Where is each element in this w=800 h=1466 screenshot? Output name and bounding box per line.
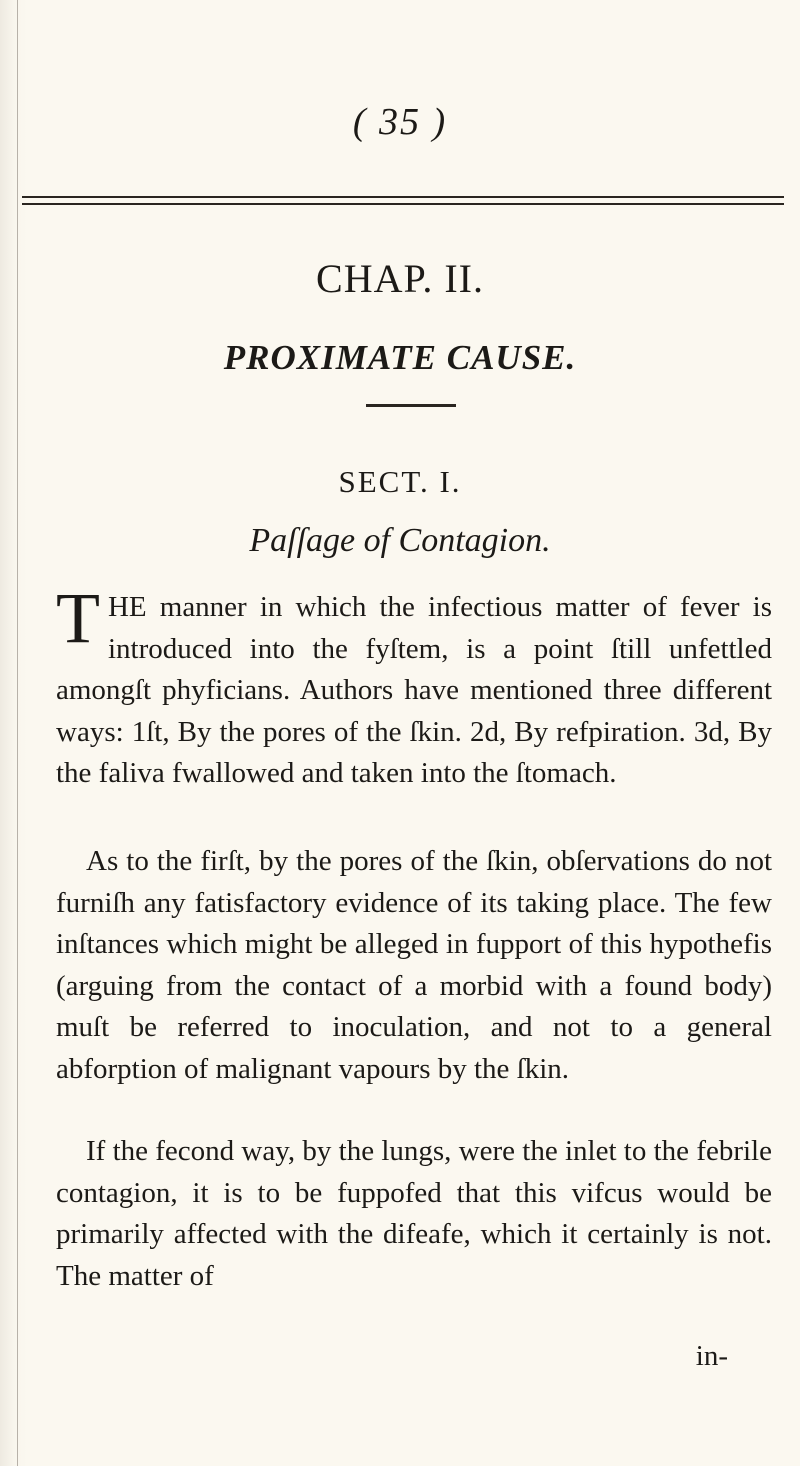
page-number: ( 35 ) [352,101,448,143]
page-gutter-edge [17,0,18,1466]
paragraph-1-text: HE manner in which the infectious matter of fever is introduced into the fyſtem, is a point ſtill unfettled amongſt phyficians. Authors have mentioned three different ways: 1ſt, By the pores of the ſkin. 2d, By refpiration. 3d, By the faliva fwallowed and taken into the ſtomach. [56,591,772,790]
paragraph-3: If the fecond way, by the lungs, were the inlet to the febrile contagion, it is to be fuppofed that this vifcus would be primarily affected with the difeafe, which it certainly is not. The matter of [56,1135,772,1292]
section-divider [366,404,456,407]
section-heading: SECT. I. [338,464,462,499]
paragraph-1 [56,578,772,795]
chapter-heading: CHAP. II. [316,256,484,301]
section-title: Paſſage of Contagion. [249,522,551,559]
header-rule-top [22,196,784,198]
drop-cap: T [56,578,100,658]
chapter-subtitle: PROXIMATE CAUSE. [223,338,577,377]
header-rule-bottom [22,203,784,205]
catchword: in- [695,1340,728,1372]
paragraph-2: As to the firſt, by the pores of the ſkin, obſervations do not furniſh any fatisfactory evidence of its taking place. The few inſtances which might be alleged in fupport of this hypothefis (arguing from the contact of a morbid with a found body) muſt be referred to inoculation, and not to a general abforption of malignant vapours by the ſkin. [56,845,772,1085]
